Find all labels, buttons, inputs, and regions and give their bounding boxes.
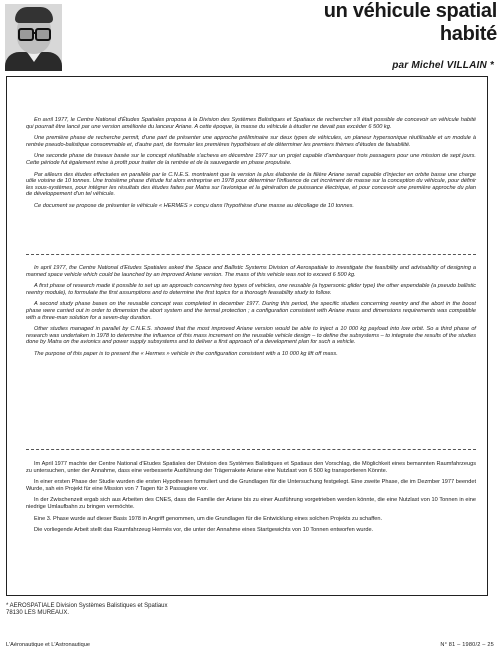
abstract-french (26, 117, 476, 215)
abstract-paragraph: In april 1977, the Centre National d'Etudes Spatiales asked the Space and Ballistic Systems Division of Aerospatiale to investigate the feasibility and advisability of designing a manned space vehicle which could be launched by an improved Ariane version. The mass of this vehicle was not to exceed 6 500 kg. (26, 265, 476, 278)
footnote-line: 78130 LES MUREAUX. (6, 610, 70, 617)
article-title (268, 0, 497, 46)
author-byline: par Michel VILLAIN * (392, 60, 494, 71)
abstract-paragraph: In der Zwischenzeit ergab sich aus Arbeiten des CNES, dass die Familie der Ariane bis zu einer Ausführung vorgetrieben werden könnte, die eine Nutzlast von 10 Tonnen in eine niedrige Umlaufbahn zu bringen vermöchte. (26, 497, 476, 510)
abstract-paragraph: Other studies managed in parallel by C.N.E.S. showed that the most improved Ariane version would be able to inject a 10 000 kg payload into low orbit. So a third phase of research was undertaken in 1978 to determine the influence of this mass increment on the reusable vehicle design – to define the subsystems – to integrate the results of the studies done by Matra on the avionics and power supply subsystems and to deliver a first approach of a development plan for such a vehicle. (26, 326, 476, 346)
section-divider (26, 254, 476, 255)
author-photo (5, 4, 62, 71)
issue-page-number: N° 81 – 1980/2 – 25 (440, 642, 494, 648)
abstract-paragraph: A second study phase bases on the reusable concept was completed in december 1977. During this period, the specific studies concerning reentry and the abort in the boost phase were carried out in order to dimension the abort system and the termal protection ; a configuration consistent with Ariane mass and dimensions requirements was compatible with a three-man solution for a seven-day duration. (26, 301, 476, 321)
journal-name: L'Aéronautique et L'Astronautique (6, 642, 90, 648)
abstract-paragraph: Ce document se propose de présenter le véhicule « HERMES » conçu dans l'hypothèse d'une masse au décollage de 10 tonnes. (34, 202, 354, 209)
abstract-paragraph: Une première phase de recherche permit, d'une part de présenter une approche préliminaire sur deux types de véhicules, un planeur hypersonique réutilisable et un module à rentrée pseudo-balistique consommable et, d'autre part, de formuler les premières hypothèses et de déterminer les premiers thèmes d'études de faisabilité. (26, 135, 476, 148)
abstract-paragraph: Une seconde phase de travaux basée sur le concept réutilisable s'acheva en décembre 1977 sur un projet capable d'ambarquer trois passagers pour une mission de sept jours. Cette période fut également mise à profit pour traiter de la rentrée et de la sauvegarde en phase propulsée. (26, 153, 476, 166)
abstract-german (26, 461, 476, 539)
footnote-line: * AEROSPATIALE Division Systèmes Balistiques et Spatiaux (6, 603, 168, 609)
abstract-paragraph: Im April 1977 machte der Centre National d'Etudes Spatiales der Division des Systèmes Balistiques et Spatiaux den Vorschlag, die Möglichkeit eines bemannten Raumfahrzeugs zu untersuchen, unter der Annahme, dass eine verbesserte Ausführung der Trägerrakete Ariane eine Nutzlast von 6 500 kg transportieren Könnte. (26, 461, 476, 474)
abstract-paragraph: Die vorliegende Arbeit stellt das Raumfahrzeug Hermès vor, die unter der Annahme eines Startgewichts von 10 Tonnen entworfen wurde. (34, 527, 374, 534)
abstract-paragraph: En avril 1977, le Centre National d'Études Spatiales proposa à la Division des Systèmes Balistiques et Spatiaux de rechercher s'il était possible de concevoir un véhicule habité qui pourrait être lancé par une version améliorée du lanceur Ariane. A cette époque, la masse du véhicule à étudier ne devait pas excéder 6 500 kg. (26, 117, 476, 130)
abstract-paragraph: Par ailleurs des études effectuées en parallèle par le C.N.E.S. montraient que la version la plus élaborée de la filière Ariane serait capable d'injecter en orbite basse une charge utile voisine de 10 tonnes. Une troisième phase d'étude fut alors entreprise en 1978 pour déterminer l'influence de cet incrément de masse sur la conception du véhicule, pour définir les sous-systèmes, pour intégrer les résultats des études faites par Matra sur l'avionique et la génération de puissance électrique, et pour concevoir une première approche du plan de développement d'un tel véhicule. (26, 171, 476, 198)
abstract-paragraph: A first phase of research made it possible to set up an approach concerning two types of vehicles, one reusable (a hypersonic glider type) the other expendable (a pseudo ballistic reentry module), to formulate the first assumptions and to determine the first topics for a thorough feasability study to follow. (26, 283, 476, 296)
abstract-paragraph: Eine 3. Phase wurde auf dieser Basis 1978 in Angriff genommen, um die Grundlagen für die Entwicklung eines solchen Projekts zu schaffen. (34, 515, 383, 522)
section-divider (26, 449, 476, 450)
abstract-paragraph: In einer ersten Phase der Studie wurden die ersten Hypothesen formuliert und die Grundlagen für die Untersuchung festgelegt. Eine zweite Phase, die im Dezmber 1977 beendet Wurde, sah ein Projekt für eine Mission von 7 Tagen für 3 Passagiere vor. (26, 479, 476, 492)
title-line-2: habité (439, 23, 497, 45)
author-affiliation-footnote (6, 603, 168, 617)
title-line-1: un véhicule spatial (323, 0, 497, 22)
abstract-english (26, 265, 476, 363)
abstract-paragraph: The purpose of this paper is to present the « Hermes » vehicle in the configuration consistent with a 10 000 kg lift off mass. (34, 350, 338, 357)
